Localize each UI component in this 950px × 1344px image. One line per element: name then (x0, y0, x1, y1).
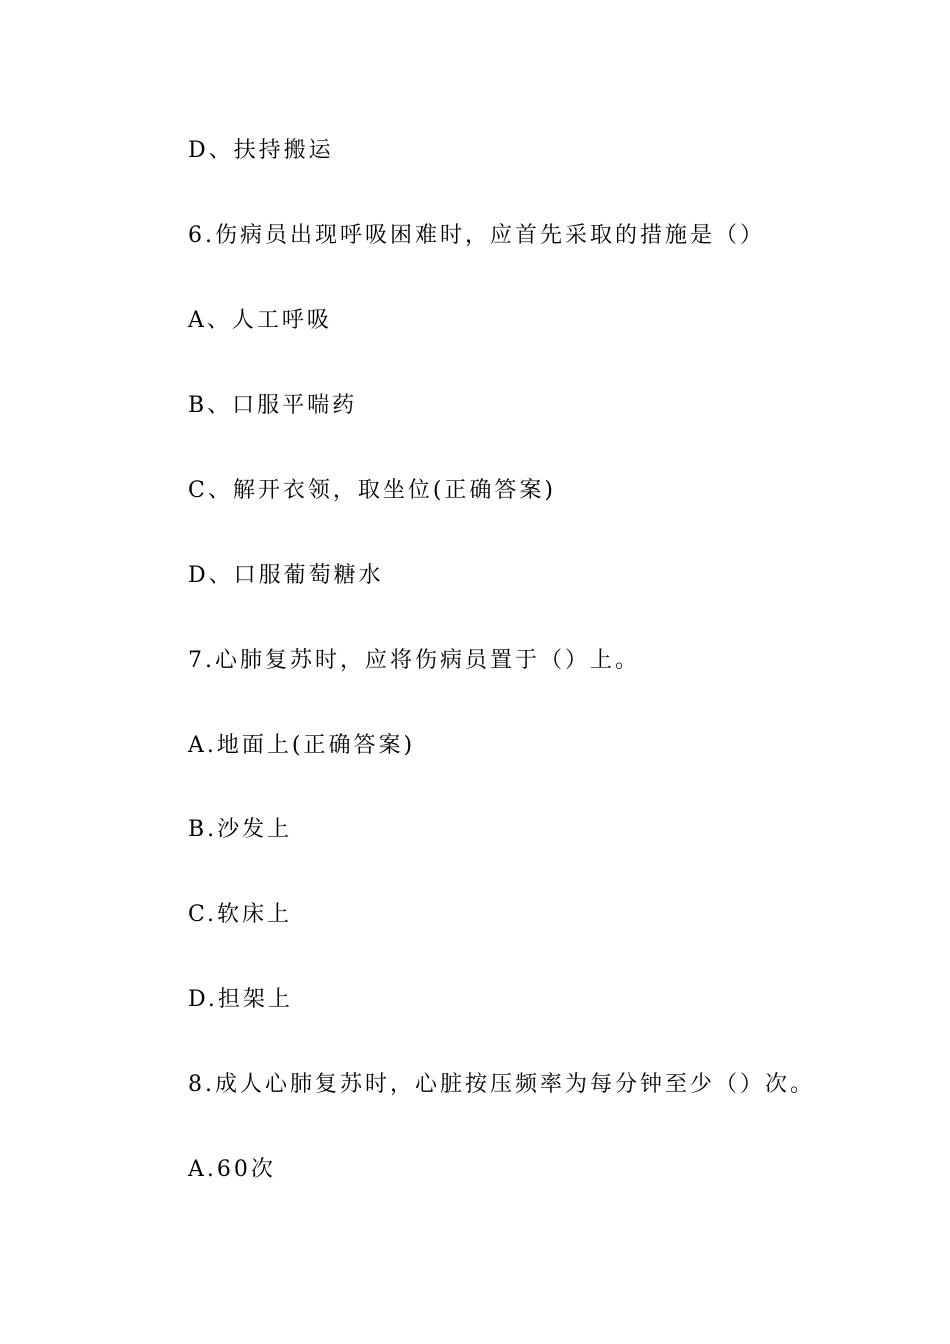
q8-option-a: A.60次 (188, 1157, 276, 1182)
q7-option-b: B.沙发上 (188, 817, 293, 842)
q6-option-d: D、口服葡萄糖水 (188, 563, 384, 588)
q7-option-a: A.地面上(正确答案) (188, 733, 416, 758)
q7-question: 7.心肺复苏时，应将伤病员置于（）上。 (188, 648, 640, 673)
q7-option-c: C.软床上 (188, 902, 293, 927)
q7-option-d: D.担架上 (188, 987, 293, 1012)
q6-option-b: B、口服平喘药 (188, 393, 358, 418)
q6-option-c: C、解开衣领，取坐位(正确答案) (188, 478, 556, 503)
q8-question: 8.成人心肺复苏时，心脏按压频率为每分钟至少（）次。 (188, 1072, 815, 1097)
q6-question: 6.伤病员出现呼吸困难时，应首先采取的措施是（） (188, 223, 765, 248)
q6-option-a: A、人工呼吸 (188, 308, 332, 333)
q5-option-d: D、扶持搬运 (188, 138, 334, 163)
